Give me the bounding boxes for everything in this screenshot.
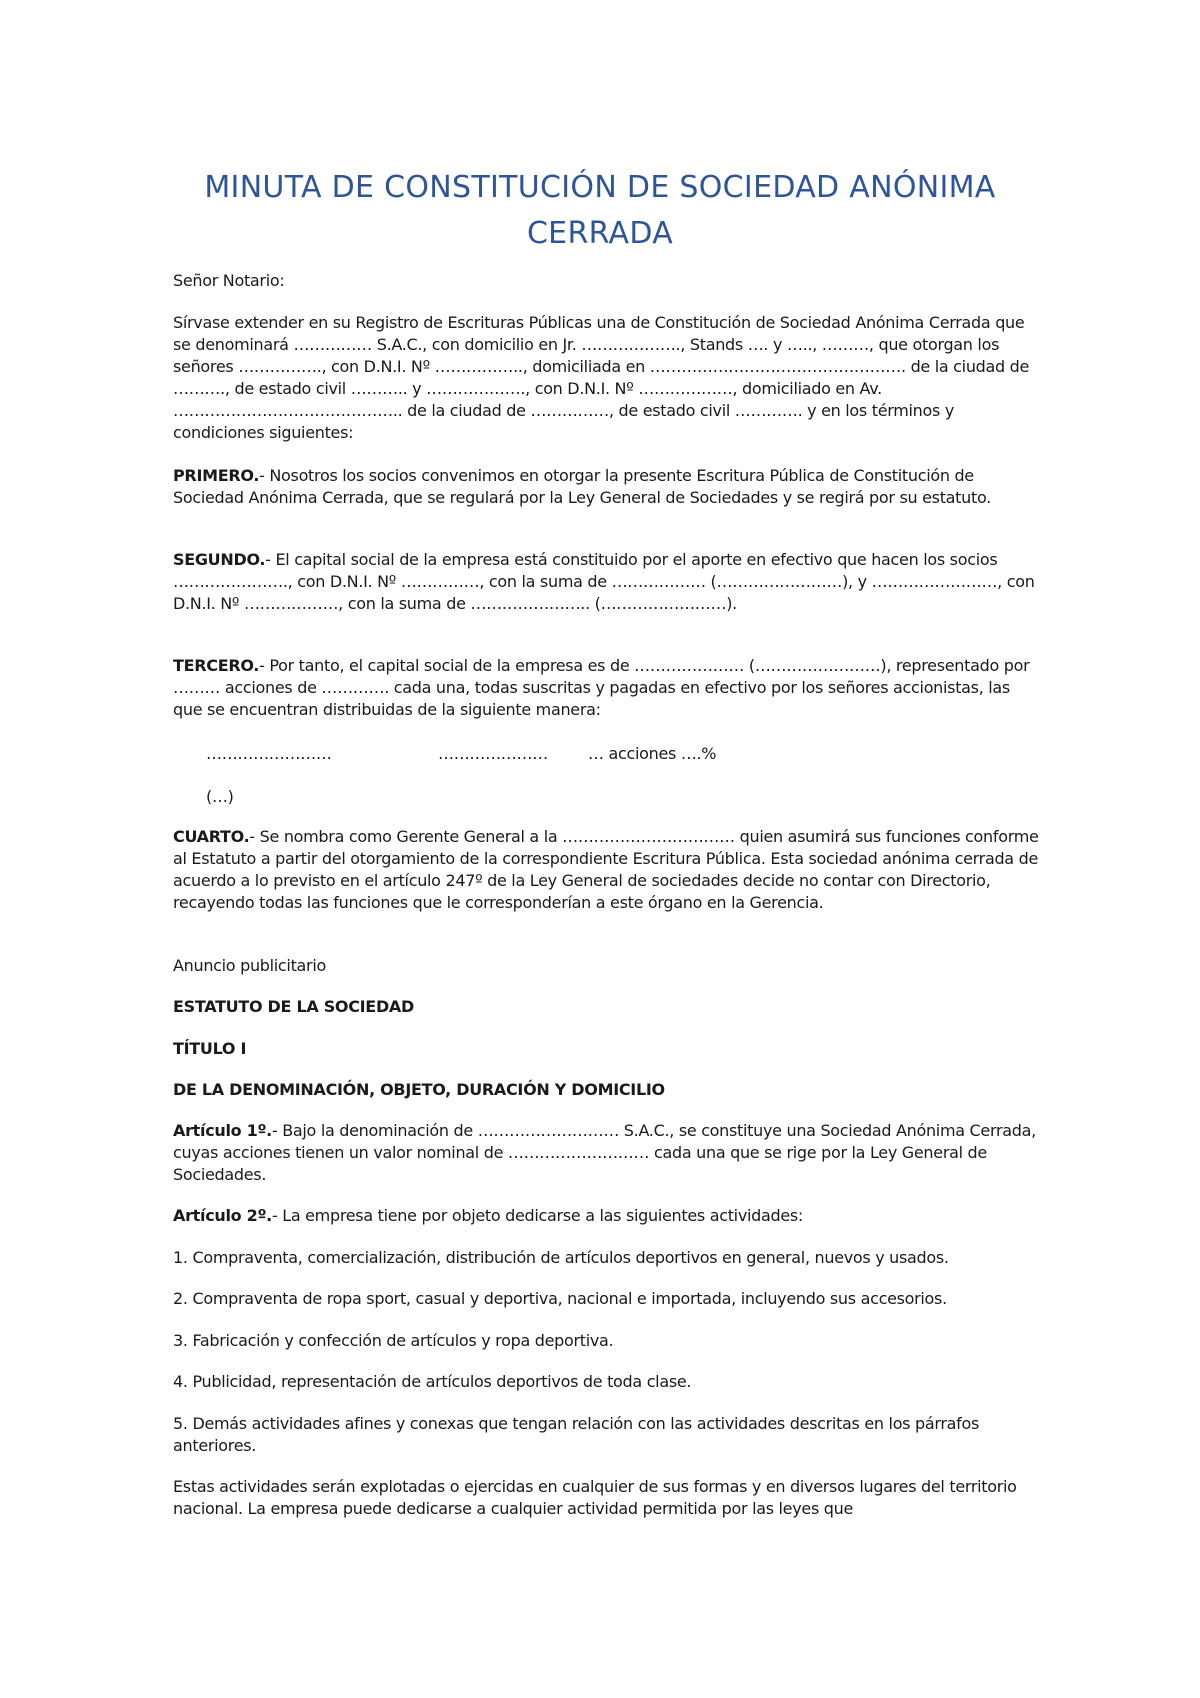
intro-paragraph: Sírvase extender en su Registro de Escrituras Públicas una de Constitución de Sociedad Anónima Cerrada que se denominará …………… S.A.C., con domicilio en Jr. ………………., Stands …. y ….., ………, que otorgan los señores ……………., con D.N.I. Nº …………….., domiciliada en …………………………………………. de la ciudad de ………., de estado civil ……….. y ………………., con D.N.I. Nº ………………, domiciliado en Av. …………………………………….. de la ciudad de ……………, de estado civil …………. y en los términos y condiciones siguientes: xyxy=(173,313,1030,442)
clause-cuarto xyxy=(173,826,1043,914)
clause-tercero-label: TERCERO. xyxy=(173,656,260,675)
clause-cuarto-label: CUARTO. xyxy=(173,827,250,846)
article-2 xyxy=(173,1205,1043,1227)
clause-primero-label: PRIMERO. xyxy=(173,466,260,485)
closing-paragraph: Estas actividades serán explotadas o ejercidas en cualquier de sus formas y en diversos lugares del territorio nacional. La empresa puede dedicarse a cualquier actividad permitida por las leyes que xyxy=(173,1477,1017,1518)
activity-item: 4. Publicidad, representación de artículos deportivos de toda clase. xyxy=(173,1372,692,1391)
clause-tercero-text: - Por tanto, el capital social de la empresa es de ………………… (……………………), representado por ……… acciones de …………. cada una, todas suscritas y pagadas en efectivo por los señores accionistas, las que se encuentran distribuidas de la siguiente manera: xyxy=(173,656,1030,719)
salutation: Señor Notario: xyxy=(173,271,285,290)
estatuto-heading: ESTATUTO DE LA SOCIEDAD xyxy=(173,997,414,1016)
clause-primero xyxy=(173,465,1043,509)
clause-segundo-label: SEGUNDO. xyxy=(173,550,266,569)
document-title: MINUTA DE CONSTITUCIÓN DE SOCIEDAD ANÓNIMA CERRADA xyxy=(204,170,996,251)
titulo-subheading: DE LA DENOMINACIÓN, OBJETO, DURACIÓN Y DOMICILIO xyxy=(173,1080,665,1099)
anuncio-label: Anuncio publicitario xyxy=(173,956,326,975)
activity-item: 1. Compraventa, comercialización, distribución de artículos deportivos en general, nuevos y usados. xyxy=(173,1248,949,1267)
activity-item: 5. Demás actividades afines y conexas que tengan relación con las actividades descritas en los párrafos anteriores. xyxy=(173,1414,980,1455)
activity-item: 2. Compraventa de ropa sport, casual y deportiva, nacional e importada, incluyendo sus accesorios. xyxy=(173,1289,947,1308)
clause-primero-text: - Nosotros los socios convenimos en otorgar la presente Escritura Pública de Constitución de Sociedad Anónima Cerrada, que se regulará por la Ley General de Sociedades y se regirá por su estatuto. xyxy=(173,466,991,507)
clause-cuarto-text: - Se nombra como Gerente General a la …………………………… quien asumirá sus funciones conforme al Estatuto a partir del otorgamiento de la correspondiente Escritura Pública. Esta sociedad anónima cerrada de acuerdo a lo previsto en el artículo 247º de la Ley General de sociedades decide no contar con Directorio, recayendo todas las funciones que le corresponderían a este órgano en la Gerencia. xyxy=(173,827,1039,912)
article-2-label: Artículo 2º. xyxy=(173,1206,272,1225)
distribution-col3: … acciones ….% xyxy=(588,744,717,763)
article-1-text: - Bajo la denominación de ……………………… S.A.C., se constituye una Sociedad Anónima Cerrada, cuyas acciones tienen un valor nominal de ……………………… cada una que se rige por la Ley General de Sociedades. xyxy=(173,1121,1036,1184)
activity-item: 3. Fabricación y confección de artículos y ropa deportiva. xyxy=(173,1331,614,1350)
clause-segundo-text: - El capital social de la empresa está constituido por el aporte en efectivo que hacen los socios …………………., con D.N.I. Nº ……………, con la suma de ……………… (……………………), y ……………………, con D.N.I. Nº ………………, con la suma de ………………….. (……………………). xyxy=(173,550,1035,613)
distribution-col1: …………………… xyxy=(206,744,332,763)
clause-tercero xyxy=(173,655,1043,721)
clause-segundo xyxy=(173,549,1043,615)
titulo-heading: TÍTULO I xyxy=(173,1039,247,1058)
distribution-col2: ………………… xyxy=(438,744,548,763)
article-2-text: - La empresa tiene por objeto dedicarse a las siguientes actividades: xyxy=(271,1206,804,1225)
ellipsis-marker: (…) xyxy=(206,787,234,806)
article-1 xyxy=(173,1120,1043,1186)
article-1-label: Artículo 1º. xyxy=(173,1121,272,1140)
